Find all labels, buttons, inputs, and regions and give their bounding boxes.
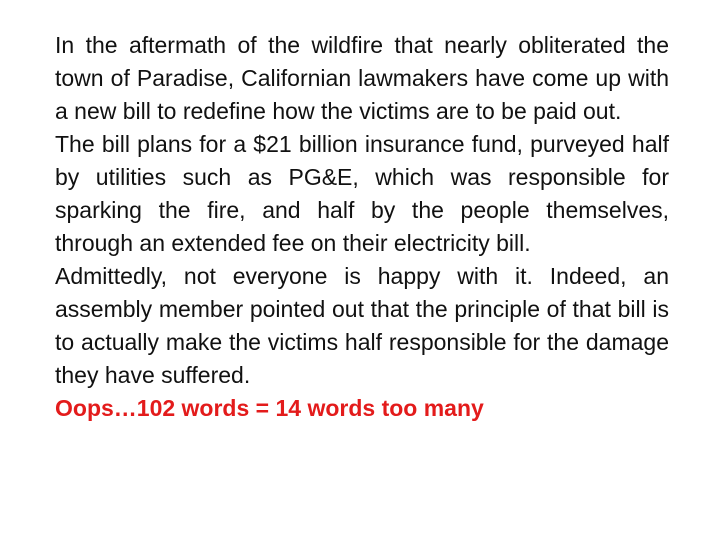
paragraph-admittedly: Admittedly, not everyone is happy with it. Indeed, an assembly member pointed out that the principle of that bill is to actually make the victims half responsible for the damage they have suffered. <box>55 263 669 388</box>
paragraph-bill-plans: The bill plans for a $21 billion insurance fund, purveyed half by utilities such as PG&E, which was responsible for sparking the fire, and half by the people themselves, through an extended fee on their electricity bill. <box>55 131 669 256</box>
word-count-warning: Oops…102 words = 14 words too many <box>55 395 484 421</box>
paragraph-aftermath: In the aftermath of the wildfire that nearly obliterated the town of Paradise, Californian lawmakers have come up with a new bill to redefine how the victims are to be paid out. <box>55 32 669 124</box>
body-text-box <box>55 29 669 425</box>
